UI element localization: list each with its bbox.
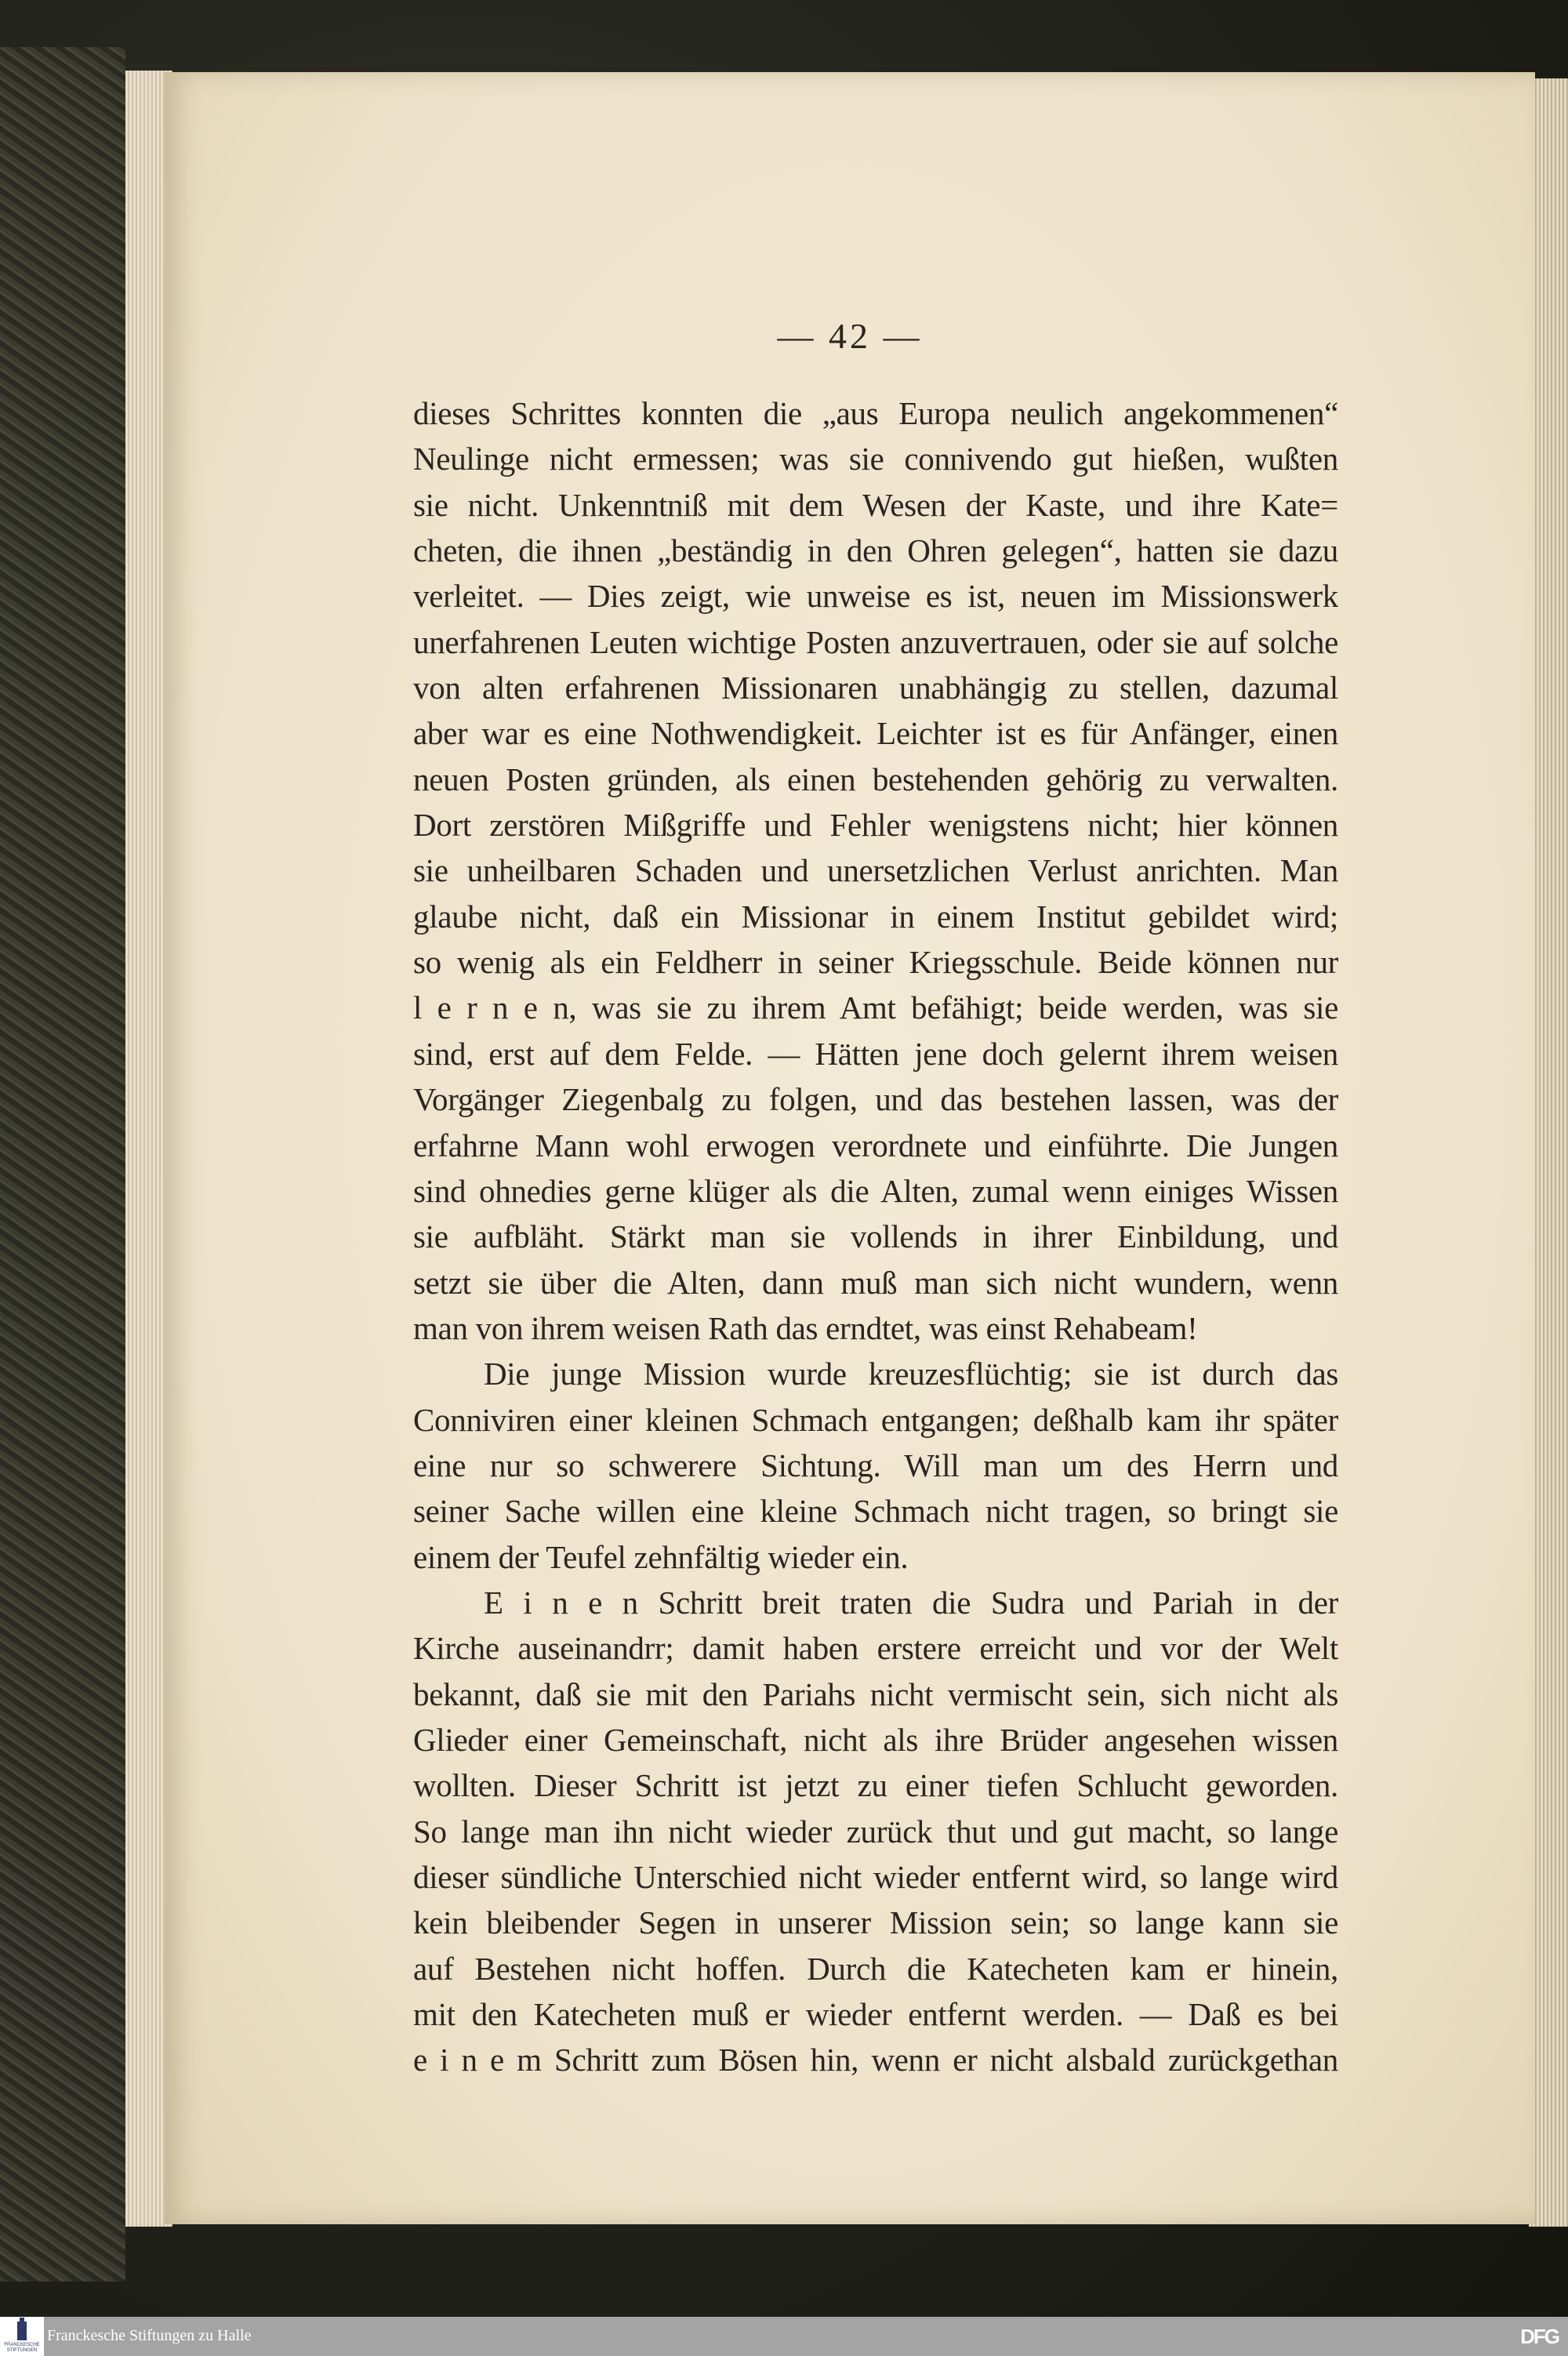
text-line: so wenig als ein Feldherr in seiner Kriegsschule. Beide können nur — [413, 944, 1338, 981]
text-line: sie aufbläht. Stärkt man sie vollends in ihrer Einbildung, und — [413, 1218, 1338, 1255]
text-line: Glieder einer Gemeinschaft, nicht als ihre Brüder angesehen wissen — [413, 1721, 1338, 1758]
text-line: neuen Posten gründen, als einen bestehenden gehörig zu verwalten. — [413, 761, 1338, 797]
text-line: eine nur so schwerere Sichtung. Will man um des Herrn und — [413, 1447, 1338, 1483]
text-line: unerfahrenen Leuten wichtige Posten anzuvertrauen, oder sie auf solche — [413, 623, 1338, 660]
logo-lettering: FRANCKESCHE STIFTUNGEN — [4, 2343, 40, 2353]
text-line: Vorgänger Ziegenbalg zu folgen, und das bestehen lassen, was der — [413, 1081, 1338, 1118]
text-line: cheten, die ihnen „beständig in den Ohren gelegen“, hatten sie dazu — [413, 532, 1338, 569]
text-line: dieser sündliche Unterschied nicht wieder entfernt wird, so lange wird — [413, 1859, 1338, 1895]
text-line: aber war es eine Nothwendigkeit. Leichter ist es für Anfänger, einen — [413, 715, 1338, 752]
text-line: seiner Sache willen eine kleine Schmach nicht tragen, so bringt sie — [413, 1493, 1338, 1530]
text-line: bekannt, daß sie mit den Pariahs nicht vermischt sein, sich nicht als — [413, 1675, 1338, 1712]
institution-name[interactable]: Franckesche Stiftungen zu Halle — [47, 2327, 252, 2344]
text-line: Kirche auseinandrr; damit haben erstere erreicht und vor der Welt — [413, 1630, 1338, 1667]
text-line: Conniviren einer kleinen Schmach entgangen; deßhalb kam ihr später — [413, 1401, 1338, 1438]
text-line: glaube nicht, daß ein Missionar in einem Institut gebildet wird; — [413, 898, 1338, 935]
text-line: e i n e m Schritt zum Bösen hin, wenn er nicht alsbald zurückgethan — [413, 2042, 1338, 2078]
text-line: E i n e n Schritt breit traten die Sudra und Pariah in der — [484, 1584, 1338, 1621]
footer-bar — [0, 2317, 1568, 2356]
text-line: dieses Schrittes konnten die „aus Europa neulich angekommenen“ — [413, 395, 1338, 431]
text-line: kein bleibender Segen in unserer Mission sein; so lange kann sie — [413, 1904, 1338, 1941]
text-line: Dort zerstören Mißgriffe und Fehler wenigstens nicht; hier können — [413, 807, 1338, 844]
text-line: sind ohnedies gerne klüger als die Alten, zumal wenn einiges Wissen — [413, 1172, 1338, 1209]
body-text — [413, 390, 1338, 2083]
text-line: mit den Katecheten muß er wieder entfernt werden. — Daß es bei — [413, 1996, 1338, 2033]
text-line: wollten. Dieser Schritt ist jetzt zu einer tiefen Schlucht geworden. — [413, 1767, 1338, 1804]
text-line: verleitet. — Dies zeigt, wie unweise es ist, neuen im Missionswerk — [413, 578, 1338, 615]
dfg-logo[interactable]: DFG — [1520, 2325, 1559, 2348]
text-line: So lange man ihn nicht wieder zurück thut und gut macht, so lange — [413, 1813, 1338, 1850]
text-line: sie unheilbaren Schaden und unersetzlichen Verlust anrichten. Man — [413, 852, 1338, 889]
text-line: Neulinge nicht ermessen; was sie connivendo gut hießen, wußten — [413, 441, 1338, 477]
institution-logo[interactable] — [0, 2317, 44, 2356]
text-line: Die junge Mission wurde kreuzesflüchtig; sie ist durch das — [484, 1356, 1338, 1392]
text-line: erfahrne Mann wohl erwogen verordnete und einführte. Die Jungen — [413, 1127, 1338, 1163]
text-line: einem der Teufel zehnfältig wieder ein. — [413, 1538, 909, 1575]
book-page — [165, 72, 1535, 2224]
page-number: — 42 — — [777, 316, 923, 356]
text-line: setzt sie über die Alten, dann muß man sich nicht wundern, wenn — [413, 1264, 1338, 1301]
text-line: sind, erst auf dem Felde. — Hätten jene doch gelernt ihrem weisen — [413, 1035, 1338, 1072]
text-line: man von ihrem weisen Rath das erndtet, was einst Rehabeam! — [413, 1309, 1198, 1346]
tower-icon — [17, 2322, 27, 2340]
text-line: von alten erfahrenen Missionaren unabhängig zu stellen, dazumal — [413, 670, 1338, 706]
book-binding — [0, 47, 125, 2282]
text-line: auf Bestehen nicht hoffen. Durch die Katecheten kam er hinein, — [413, 1950, 1338, 1987]
text-line: l e r n e n, was sie zu ihrem Amt befähigt; beide werden, was sie — [413, 989, 1338, 1026]
text-line: sie nicht. Unkenntniß mit dem Wesen der Kaste, und ihre Kate= — [413, 486, 1338, 523]
